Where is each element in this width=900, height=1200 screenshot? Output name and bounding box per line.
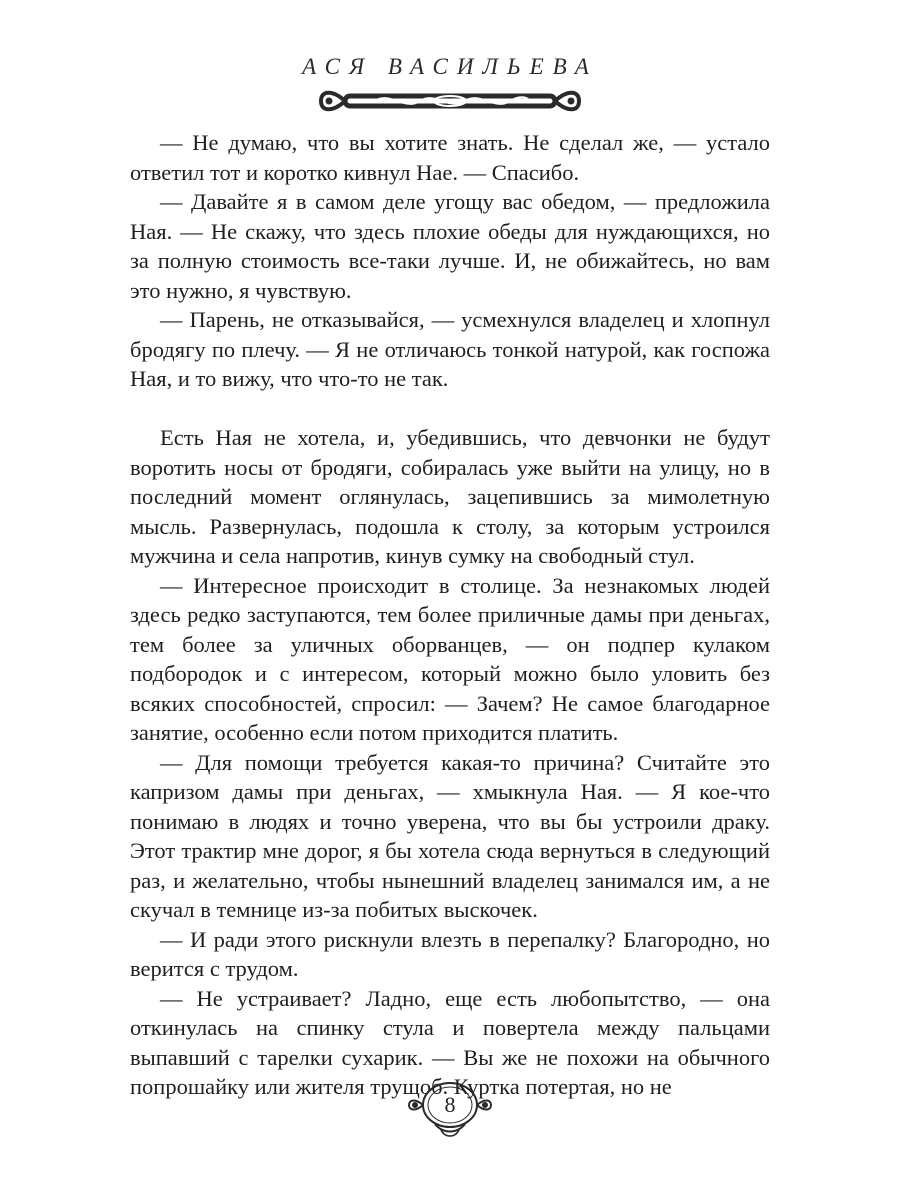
paragraph: — Не думаю, что вы хотите знать. Не сделал же, — устало ответил тот и коротко кивнул Нае. — Спасибо.: [130, 130, 770, 185]
author-name: АСЯ ВАСИЛЬЕВА: [302, 54, 598, 79]
paragraph: — Давайте я в самом деле угощу вас обедом, — предложила Ная. — Не скажу, что здесь плохие обеды для нуждающихся, но за полную стоимость все-таки лучше. И, не обижайтесь, но вам это нужно, я чувствую.: [130, 189, 770, 303]
page-number-frame: [405, 1078, 495, 1148]
header-ornament-icon: [315, 88, 585, 114]
paragraph: — Не устраивает? Ладно, еще есть любопытство, — она откинулась на спинку стула и повертела между пальцами выпавший с тарелки сухарик. — Вы же не похожи на обычного попрошайку или жителя трущоб. Куртка потертая, но не: [130, 985, 770, 1099]
paragraph: — Парень, не отказывайся, — усмехнулся владелец и хлопнул бродягу по плечу. — Я не отличаюсь тонкой натурой, как госпожа Ная, и то вижу, что что-то не так.: [130, 307, 770, 391]
body-text: [130, 128, 770, 1102]
paragraph: — И ради этого рискнули влезть в перепалку? Благородно, но верится с трудом.: [130, 926, 770, 981]
paragraph: Есть Ная не хотела, и, убедившись, что девчонки не будут воротить носы от бродяги, собиралась уже выйти на улицу, но в последний момент оглянулась, зацепившись за мимолетную мысль. Развернулась, подошла к столу, за которым устроился мужчина и села напротив, кинув сумку на свободный стул.: [130, 425, 770, 568]
running-header: [0, 52, 900, 114]
paragraph: — Для помощи требуется какая-то причина? Считайте это капризом дамы при деньгах, — хмыкнула Ная. — Я кое-что понимаю в людях и точно уверена, что вы бы устроили драку. Этот трактир мне дорог, я бы хотела сюда вернуться в следующий раз, и желательно, чтобы нынешний владелец занимался им, а не скучал в темнице из-за побитых выскочек.: [130, 749, 770, 922]
paragraph: — Интересное происходит в столице. За незнакомых людей здесь редко заступаются, тем более приличные дамы при деньгах, тем более за уличных оборванцев, — он подпер кулаком подбородок и с интересом, который можно было уловить без всяких способностей, спросил: — Зачем? Не самое благодарное занятие, особенно если потом приходится платить.: [130, 572, 770, 745]
page-number: 8: [444, 1092, 456, 1117]
